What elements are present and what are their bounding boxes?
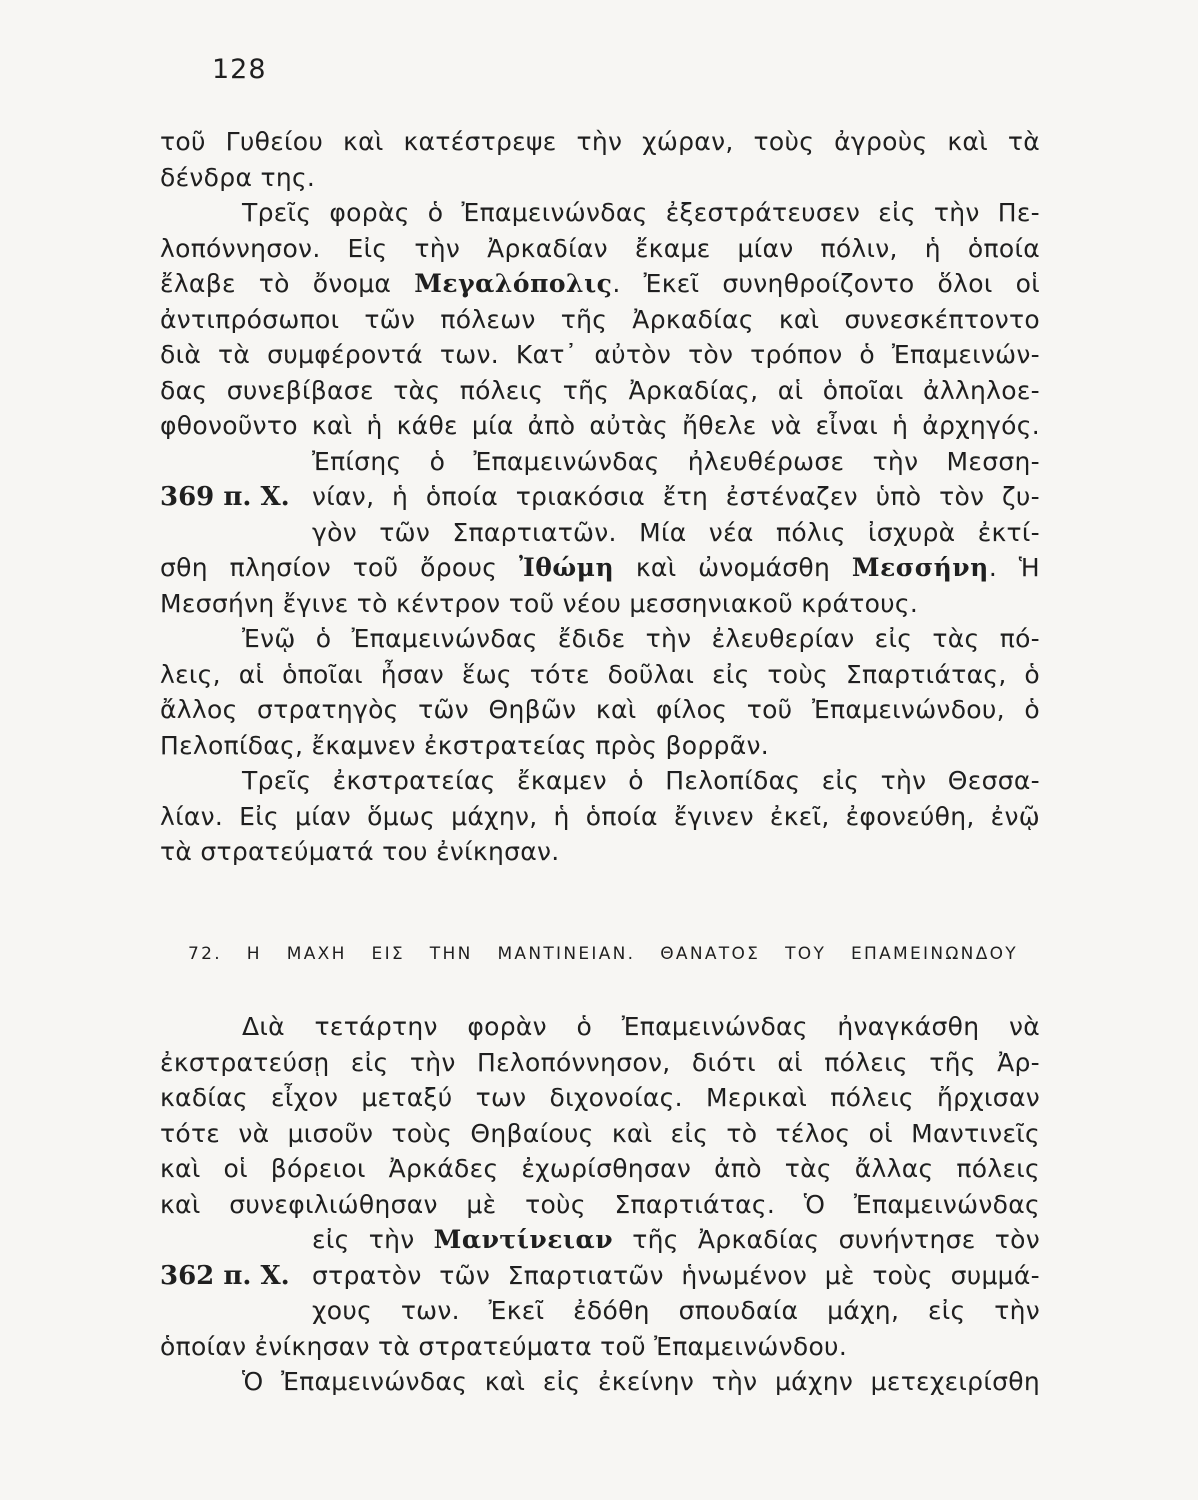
text-line: ἄλλος στρατηγὸς τῶν Θηβῶν καὶ φίλος τοῦ Ἐπαμεινώνδου, ὁ <box>160 695 1040 724</box>
text-line: καὶ συνεφιλιώθησαν μὲ τοὺς Σπαρτιάτας. Ὁ Ἐπαμεινώνδας <box>160 1190 1040 1219</box>
text-line: Διὰ τετάρτην φορὰν ὁ Ἐπαμεινώνδας ἠναγκάσθη νὰ <box>242 1012 1040 1041</box>
place-name-megalopolis: Μεγαλόπολις <box>414 269 613 298</box>
text-line: Τρεῖς φορὰς ὁ Ἐπαμεινώνδας ἐξεστράτευσεν εἰς τὴν Πε- <box>242 198 1040 227</box>
text-line: τὰ στρατεύματά του ἐνίκησαν. <box>160 837 560 866</box>
page-number: 128 <box>212 54 267 85</box>
text-line: στρατὸν τῶν Σπαρτιατῶν ἡνωμένον μὲ τοὺς συμμά- <box>312 1261 1040 1290</box>
text-line: Μεσσήνη ἔγινε τὸ κέντρον τοῦ νέου μεσσηνιακοῦ κράτους. <box>160 589 919 618</box>
text-line: διὰ τὰ συμφέροντά των. Κατ᾽ αὐτὸν τὸν τρόπον ὁ Ἐπαμεινών- <box>160 340 1040 369</box>
text-line: γὸν τῶν Σπαρτιατῶν. Μία νέα πόλις ἰσχυρὰ ἐκτί- <box>312 518 1040 547</box>
text-run: τῆς Ἀρκαδίας συνήντησε τὸν <box>613 1225 1040 1254</box>
margin-date-note: 369 π. Χ. <box>160 482 290 512</box>
margin-date-note: 362 π. Χ. <box>160 1261 290 1291</box>
text-line: Ὁ Ἐπαμεινώνδας καὶ εἰς ἐκείνην τὴν μάχην μετεχειρίσθη <box>242 1367 1040 1396</box>
text-line: νίαν, ἡ ὁποία τριακόσια ἔτη ἐστέναζεν ὑπὸ τὸν ζυ- <box>312 482 1040 511</box>
place-name-ithome: Ἰθώμη <box>518 553 615 582</box>
text-line: τοῦ Γυθείου καὶ κατέστρεψε τὴν χώραν, τοὺς ἀγροὺς καὶ τὰ <box>160 127 1040 156</box>
place-name-mantineia: Μαντίνειαν <box>433 1225 614 1254</box>
place-name-messene: Μεσσήνη <box>851 553 989 582</box>
section-heading: 72. Η ΜΑΧΗ ΕΙΣ ΤΗΝ ΜΑΝΤΙΝΕΙΑΝ. ΘΑΝΑΤΟΣ ΤΟΥ ΕΠΑΜΕΙΝΩΝΔΟΥ <box>188 944 1018 964</box>
text-line: Πελοπίδας, ἔκαμνεν ἐκστρατείας πρὸς βορρᾶν. <box>160 731 770 760</box>
text-line <box>160 269 1040 299</box>
text-line: καδίας εἶχον μεταξύ των διχονοίας. Μερικαὶ πόλεις ἤρχισαν <box>160 1083 1040 1112</box>
text-line: φθονοῦντο καὶ ἡ κάθε μία ἀπὸ αὐτὰς ἤθελε νὰ εἶναι ἡ ἀρχηγός. <box>160 411 1040 440</box>
text-run: . Ἐκεῖ συνηθροίζοντο ὅλοι οἱ <box>612 269 1040 298</box>
text-line: Ἐπίσης ὁ Ἐπαμεινώνδας ἠλευθέρωσε τὴν Μεσση- <box>312 447 1040 476</box>
text-line: Τρεῖς ἐκστρατείας ἔκαμεν ὁ Πελοπίδας εἰς τὴν Θεσσα- <box>242 766 1040 795</box>
text-line: ὁποίαν ἐνίκησαν τὰ στρατεύματα τοῦ Ἐπαμεινώνδου. <box>160 1332 848 1361</box>
text-line: χους των. Ἐκεῖ ἐδόθη σπουδαία μάχη, εἰς τὴν <box>312 1296 1040 1325</box>
text-line: ἀντιπρόσωποι τῶν πόλεων τῆς Ἀρκαδίας καὶ συνεσκέπτοντο <box>160 305 1040 334</box>
text-line <box>312 1225 1040 1255</box>
text-run: σθη πλησίον τοῦ ὄρους <box>160 553 519 582</box>
text-run: . Ἡ <box>988 553 1040 582</box>
text-line: ἐκστρατεύσῃ εἰς τὴν Πελοπόννησον, διότι αἱ πόλεις τῆς Ἀρ- <box>160 1048 1040 1077</box>
text-line: λίαν. Εἰς μίαν ὅμως μάχην, ἡ ὁποία ἔγινεν ἐκεῖ, ἐφονεύθη, ἐνῷ <box>160 802 1040 831</box>
text-line: τότε νὰ μισοῦν τοὺς Θηβαίους καὶ εἰς τὸ τέλος οἱ Μαντινεῖς <box>160 1119 1040 1148</box>
text-line: λοπόννησον. Εἰς τὴν Ἀρκαδίαν ἔκαμε μίαν πόλιν, ἡ ὁποία <box>160 234 1040 263</box>
text-run: εἰς τὴν <box>312 1225 434 1254</box>
text-run: καὶ ὠνομάσθη <box>614 553 852 582</box>
text-run: ἔλαβε τὸ ὄνομα <box>160 269 415 298</box>
text-line: Ἐνῷ ὁ Ἐπαμεινώνδας ἔδιδε τὴν ἐλευθερίαν εἰς τὰς πό- <box>242 624 1040 653</box>
text-line: δένδρα της. <box>160 163 316 192</box>
text-line <box>160 553 1040 583</box>
text-line: λεις, αἱ ὁποῖαι ἦσαν ἕως τότε δοῦλαι εἰς τοὺς Σπαρτιάτας, ὁ <box>160 660 1040 689</box>
text-line: καὶ οἱ βόρειοι Ἀρκάδες ἐχωρίσθησαν ἀπὸ τὰς ἄλλας πόλεις <box>160 1154 1040 1183</box>
text-line: δας συνεβίβασε τὰς πόλεις τῆς Ἀρκαδίας, αἱ ὁποῖαι ἀλληλοε- <box>160 376 1040 405</box>
